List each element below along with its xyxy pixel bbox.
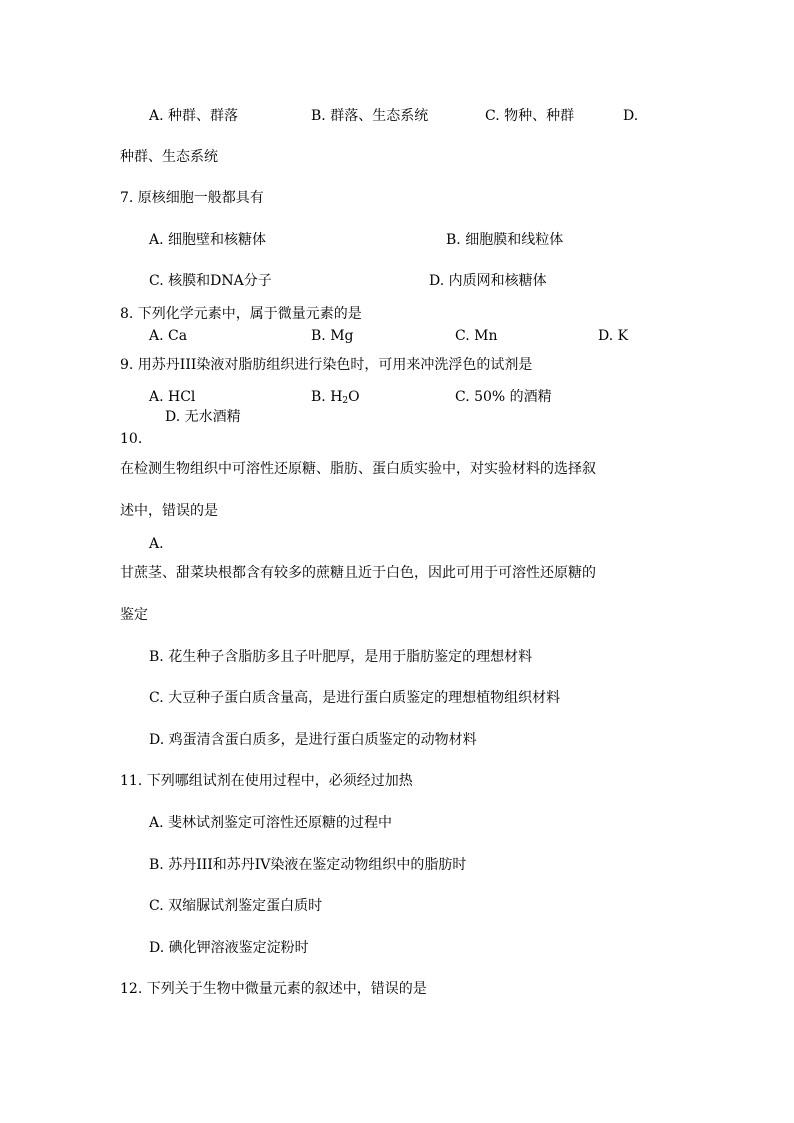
q7-stem: 7. 原核细胞一般都具有 (120, 190, 264, 206)
q10-option-d: D. 鸡蛋清含蛋白质多，是进行蛋白质鉴定的动物材料 (149, 732, 477, 748)
q11-option-c: C. 双缩脲试剂鉴定蛋白质时 (149, 898, 323, 914)
q11-option-d: D. 碘化钾溶液鉴定淀粉时 (149, 940, 309, 956)
q9-option-b-suffix: O (348, 389, 360, 405)
q9-stem: 9. 用苏丹III染液对脂肪组织进行染色时，可用来冲洗浮色的试剂是 (120, 357, 533, 373)
q6-option-c: C. 物种、种群 (485, 108, 575, 124)
q7-option-b: B. 细胞膜和线粒体 (446, 232, 564, 248)
q10-option-c: C. 大豆种子蛋白质含量高，是进行蛋白质鉴定的理想植物组织材料 (149, 690, 561, 706)
q10-option-a-line2: 鉴定 (120, 607, 148, 623)
q9-option-b (311, 388, 360, 410)
q8-stem: 8. 下列化学元素中，属于微量元素的是 (120, 306, 362, 322)
q10-option-a-line1: 甘蔗茎、甜菜块根都含有较多的蔗糖且近于白色，因此可用于可溶性还原糖的 (120, 565, 596, 581)
q8-option-d: D. K (598, 328, 629, 344)
q10-stem-line1: 在检测生物组织中可溶性还原糖、脂肪、蛋白质实验中，对实验材料的选择叙 (120, 461, 596, 477)
q10-stem-line2: 述中，错误的是 (120, 503, 218, 519)
q8-option-b: B. Mg (311, 328, 354, 344)
q6-option-b: B. 群落、生态系统 (311, 108, 429, 124)
q7-option-d: D. 内质网和核糖体 (429, 273, 547, 289)
q8-option-c: C. Mn (455, 328, 498, 344)
q11-option-b: B. 苏丹III和苏丹IV染液在鉴定动物组织中的脂肪时 (149, 857, 467, 873)
q6-option-d-text: 种群、生态系统 (120, 149, 218, 165)
q8-option-a: A. Ca (149, 328, 188, 344)
q10-option-b: B. 花生种子含脂肪多且子叶肥厚，是用于脂肪鉴定的理想材料 (149, 649, 533, 665)
q11-option-a: A. 斐林试剂鉴定可溶性还原糖的过程中 (149, 815, 393, 831)
q9-option-c: C. 50% 的酒精 (455, 389, 552, 405)
q9-option-b-subscript: 2 (342, 396, 349, 406)
q9-option-b-prefix: B. H (311, 389, 343, 405)
q11-stem: 11. 下列哪组试剂在使用过程中，必须经过加热 (120, 773, 413, 789)
q9-option-d: D. 无水酒精 (165, 409, 241, 425)
q10-number: 10. (120, 431, 143, 447)
q7-option-c: C. 核膜和DNA分子 (149, 273, 272, 289)
q12-stem: 12. 下列关于生物中微量元素的叙述中，错误的是 (120, 981, 427, 997)
q6-option-d-label: D. (623, 108, 639, 124)
q6-option-a: A. 种群、群落 (149, 108, 239, 124)
q7-option-a: A. 细胞壁和核糖体 (149, 232, 267, 248)
q10-option-a-label: A. (149, 536, 164, 552)
q9-option-a: A. HCl (149, 389, 196, 405)
